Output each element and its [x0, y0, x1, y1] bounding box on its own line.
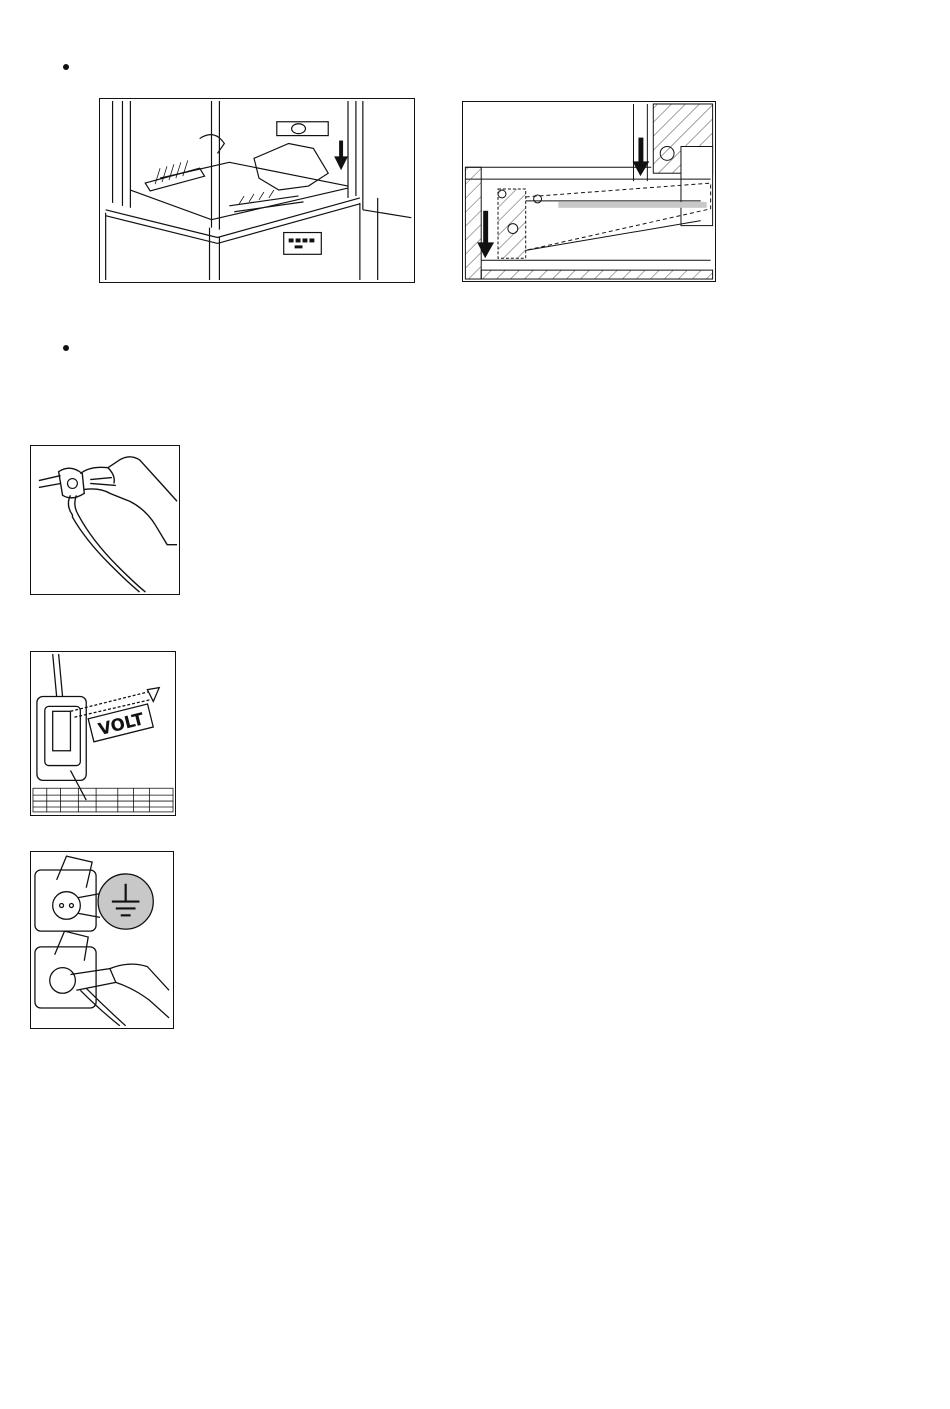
plug-illustration — [30, 445, 180, 595]
cross-section-diagram — [462, 101, 716, 282]
earthed-socket-illustration — [30, 851, 174, 1029]
voltage-label-drawing — [31, 652, 175, 815]
earthed-socket-drawing — [31, 852, 173, 1028]
plug-drawing — [31, 446, 179, 594]
cross-section-drawing — [463, 102, 715, 281]
bullet-point — [63, 64, 69, 70]
bullet-point — [63, 345, 69, 351]
voltage-label-illustration — [30, 651, 176, 816]
voltage-sticker-label: VOLT — [96, 708, 146, 740]
cabinet-drawing — [100, 99, 414, 282]
cabinet-illustration — [99, 98, 415, 283]
